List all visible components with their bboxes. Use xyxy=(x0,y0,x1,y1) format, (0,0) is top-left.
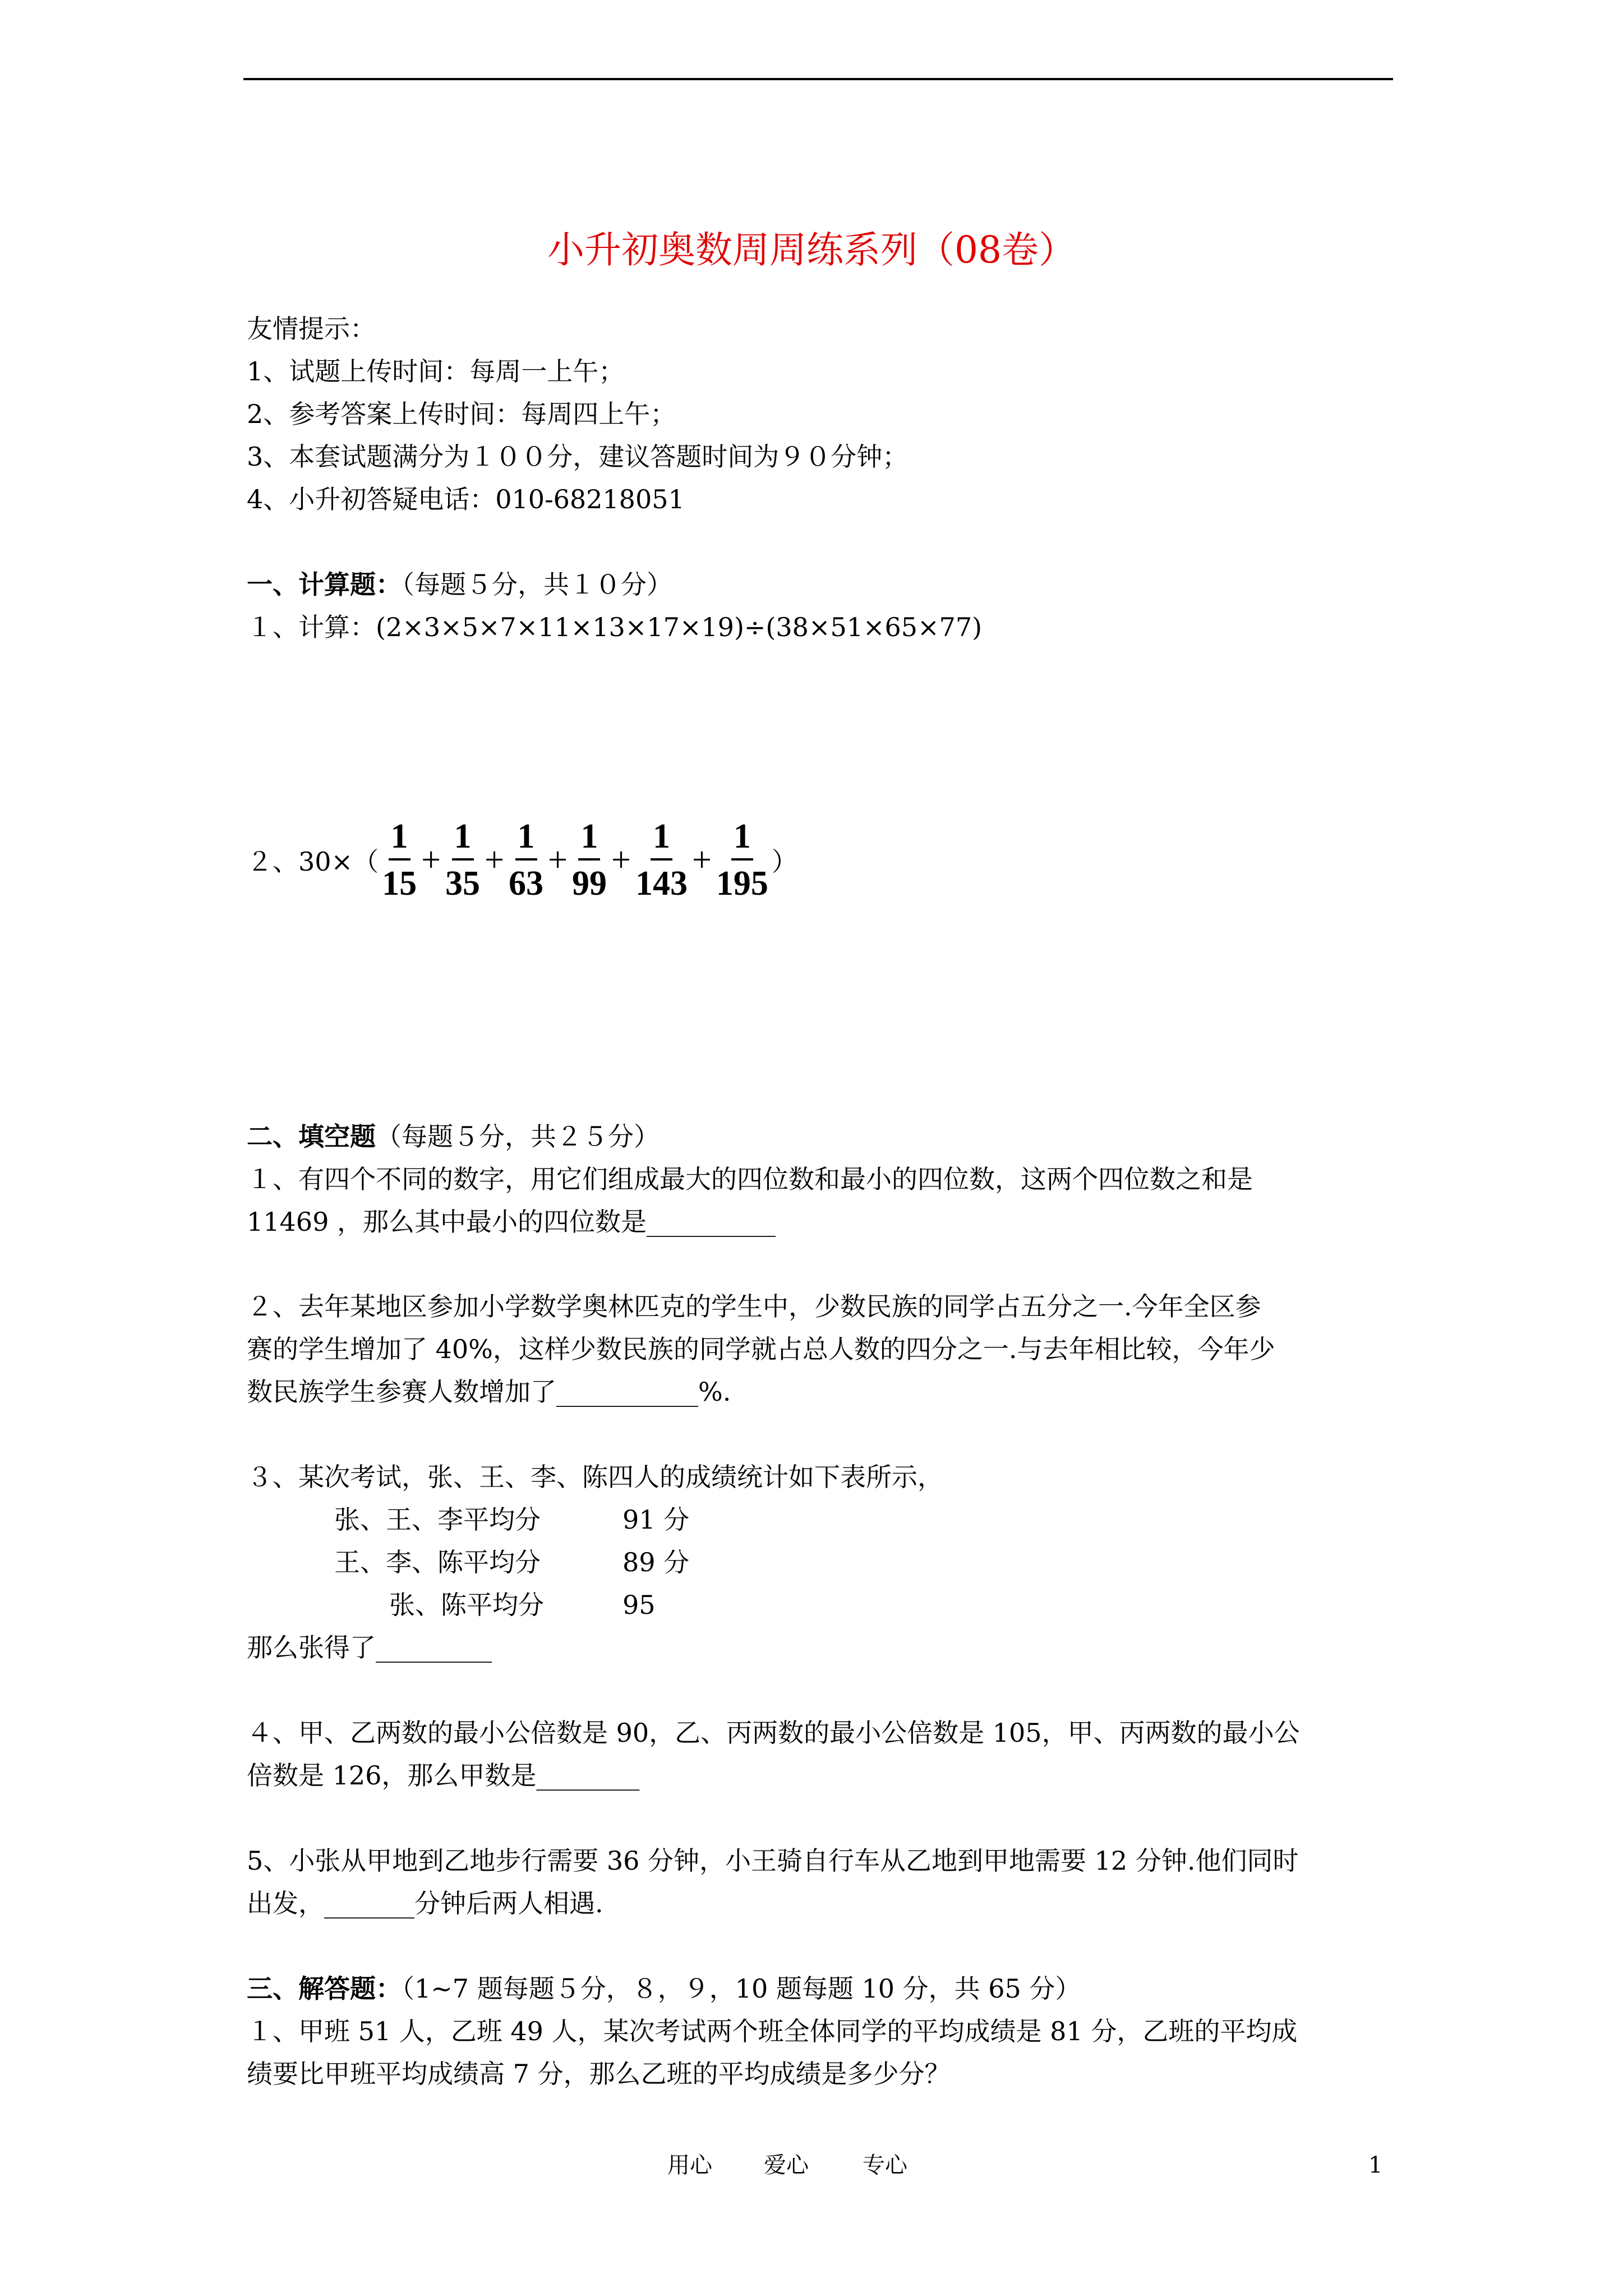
tip-item: 2、参考答案上传时间：每周四上午； xyxy=(247,399,676,429)
section2-heading xyxy=(247,1121,660,1152)
section3-heading xyxy=(247,1973,1081,2004)
score-row-value: 89 分 xyxy=(623,1547,690,1577)
page-title: 小升初奥数周周练系列（08卷） xyxy=(547,228,1076,272)
fraction: $\frac{1}{63}$ xyxy=(509,817,544,903)
section2-q5-line: 出发，_______分钟后两人相遇. xyxy=(247,1888,603,1918)
tip-item: 3、本套试题满分为１００分，建议答题时间为９０分钟； xyxy=(247,441,909,472)
section3-q1-line: 绩要比甲班平均成绩高 7 分，那么乙班的平均成绩是多少分？ xyxy=(247,2059,951,2089)
section2-note: （每题５分，共２５分） xyxy=(376,1121,660,1152)
section2-q4-line: 倍数是 126，那么甲数是________ xyxy=(247,1760,640,1791)
score-row-label: 张、王、李平均分 xyxy=(334,1504,541,1535)
section3-note: （1~7 题每题５分，８，９，10 题每题 10 分，共 65 分） xyxy=(402,1973,1081,2004)
section1-q1: １、计算：(2×3×5×7×11×13×17×19)÷(38×51×65×77) xyxy=(247,612,983,642)
fraction: $\frac{1}{35}$ xyxy=(445,817,481,903)
score-row-label: 张、陈平均分 xyxy=(389,1590,544,1620)
plus-sign: + xyxy=(611,840,631,879)
section2-q4-line: ４、甲、乙两数的最小公倍数是 90，乙、丙两数的最小公倍数是 105，甲、丙两数的最小公 xyxy=(247,1718,1300,1748)
fraction: $\frac{1}{15}$ xyxy=(382,817,417,903)
footer-item: 爱心 xyxy=(764,2152,809,2178)
section1-heading xyxy=(247,569,672,600)
score-row-value: 91 分 xyxy=(623,1504,690,1535)
header-rule xyxy=(243,78,1393,80)
section2-q2-line: 赛的学生增加了 40%，这样少数民族的同学就占总人数的四分之一.与去年相比较，今年少 xyxy=(247,1334,1275,1364)
section2-q3-line: 那么张得了_________ xyxy=(247,1632,492,1663)
plus-sign: + xyxy=(421,840,441,879)
section1-title: 一、计算题： xyxy=(247,569,402,600)
section1-note: （每题５分，共１０分） xyxy=(402,569,672,600)
plus-sign: + xyxy=(485,840,505,879)
score-row-value: 95 xyxy=(623,1590,656,1620)
section3-q1-line: １、甲班 51 人，乙班 49 人，某次考试两个班全体同学的平均成绩是 81 分，乙班的平均成 xyxy=(247,2016,1298,2046)
q2-prefix: ２、30×（ xyxy=(247,846,379,877)
page-number: 1 xyxy=(1368,2152,1383,2178)
q2-suffix: ） xyxy=(771,846,797,877)
tip-item: 1、试题上传时间：每周一上午； xyxy=(247,356,625,386)
fraction: $\frac{1}{195}$ xyxy=(716,817,768,903)
section2-q2-line: ２、去年某地区参加小学数学奥林匹克的学生中，少数民族的同学占五分之一.今年全区参 xyxy=(247,1291,1261,1322)
section1-q2 xyxy=(247,819,797,901)
section2-title: 二、填空题 xyxy=(247,1121,376,1152)
footer-item: 用心 xyxy=(667,2152,712,2178)
fraction: $\frac{1}{99}$ xyxy=(571,817,607,903)
section2-q3-line: ３、某次考试，张、王、李、陈四人的成绩统计如下表所示， xyxy=(247,1462,943,1492)
section2-q1-line: １、有四个不同的数字，用它们组成最大的四位数和最小的四位数，这两个四位数之和是 xyxy=(247,1164,1253,1194)
section2-q2-line: 数民族学生参赛人数增加了___________%. xyxy=(247,1377,731,1407)
tip-item: 4、小升初答疑电话：010-68218051 xyxy=(247,484,685,514)
score-row-label: 王、李、陈平均分 xyxy=(334,1547,541,1577)
section2-q5-line: 5、小张从甲地到乙地步行需要 36 分钟，小王骑自行车从乙地到甲地需要 12 分钟.他们同时 xyxy=(247,1846,1299,1876)
footer-item: 专心 xyxy=(863,2152,907,2178)
fraction: $\frac{1}{143}$ xyxy=(635,817,688,903)
plus-sign: + xyxy=(548,840,568,879)
tips-heading: 友情提示： xyxy=(247,314,376,344)
plus-sign: + xyxy=(691,840,712,879)
section3-title: 三、解答题： xyxy=(247,1973,402,2004)
section2-q1-line: 11469 ，那么其中最小的四位数是__________ xyxy=(247,1207,776,1237)
